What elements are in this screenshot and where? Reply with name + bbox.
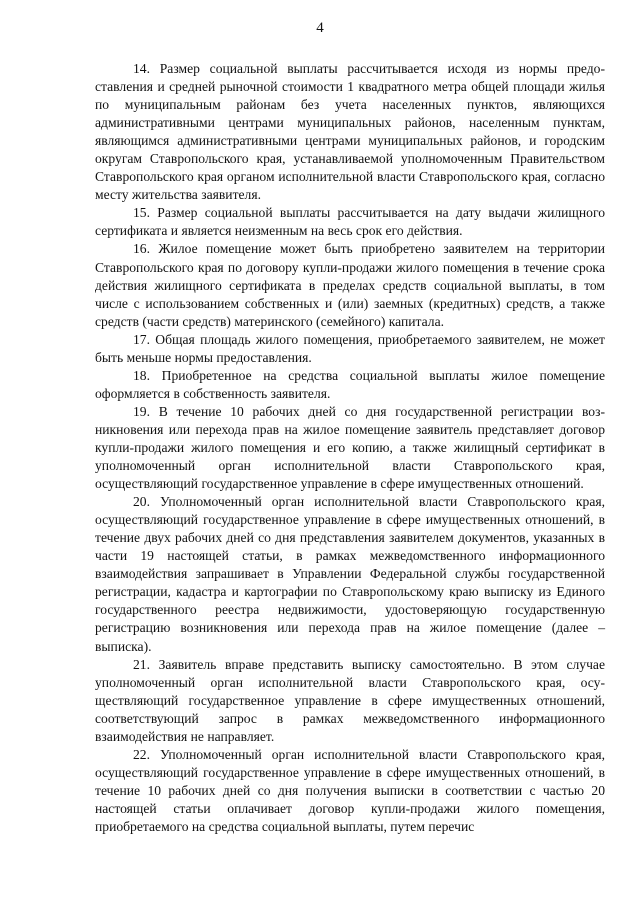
paragraph-16: 16. Жилое помещение может быть приобретено заявителем на территории Ставропольского края по договору купли-продажи жилого помещения в течение срока действия жилищного сертификата в пределах средств социальной выплаты, в том числе с использованием собственных и (или) заемных (кредитных) средств, а также средств (части средств) материнского (семейного) капитала. (95, 241, 605, 329)
paragraph-14: 14. Размер социальной выплаты рассчитывается исходя из нормы предоставления и средней рыночной стоимости 1 квадратного метра общей площади жилья по муниципальным районам без учета населенных пунктов, являющихся административными центрами муниципальных районов, населенным пунктам, являющимся административными центрами муниципальных районов, и городским округам Ставропольского края, устанавливаемой уполномоченным Правительством Ставропольского края органом исполнительной власти Ставропольского края, согласно месту жительства заявителя. (95, 61, 605, 203)
paragraph-18: 18. Приобретенное на средства социальной выплаты жилое помещение оформляется в собственность заявителя. (95, 367, 605, 401)
page-number: 4 (316, 20, 324, 36)
paragraph-22: 22. Уполномоченный орган исполнительной власти Ставропольского края, осуществляющий государственное управление в сфере имущественных отношений, в течение 10 рабочих дней со дня получения выписки в соответствии с частью 20 настоящей статьи оплачивает договор купли-продажи жилого помещения, приобретаемого на средства социальной выплаты, путем перечис (95, 746, 605, 834)
paragraph-15: 15. Размер социальной выплаты рассчитывается на дату выдачи жилищного сертификата и является неизменным на весь срок его действия. (95, 205, 605, 239)
paragraph-17: 17. Общая площадь жилого помещения, приобретаемого заявителем, не может быть меньше нормы предоставления. (95, 331, 605, 365)
paragraph-20: 20. Уполномоченный орган исполнительной власти Ставропольского края, осуществляющий государственное управление в сфере имущественных отношений, в течение двух рабочих дней со дня представления заявителем документов, указанных в части 19 настоящей статьи, в рамках межведомственного информационного взаимодействия запрашивает в Управлении Федеральной службы государственной регистрации, кадастра и картографии по Ставропольскому краю выписку из Единого государственного реестра недвижимости, удостоверяющую государственную регистрацию возникновения или перехода прав на жилое помещение (далее – выписка). (95, 494, 605, 654)
document-body (95, 60, 605, 836)
paragraph-21: 21. Заявитель вправе представить выписку самостоятельно. В этом случае уполномоченный орган исполнительной власти Ставропольского края, осуществляющий государственное управление в сфере имущественных отношений, соответствующий запрос в рамках межведомственного информационного взаимодействия не направляет. (95, 656, 605, 744)
paragraph-19: 19. В течение 10 рабочих дней со дня государственной регистрации возникновения или перехода прав на жилое помещение заявитель представляет договор купли-продажи жилого помещения и его копию, а также жилищный сертификат в уполномоченный орган исполнительной власти Ставропольского края, осуществляющий государственное управление в сфере имущественных отношений. (95, 403, 605, 492)
